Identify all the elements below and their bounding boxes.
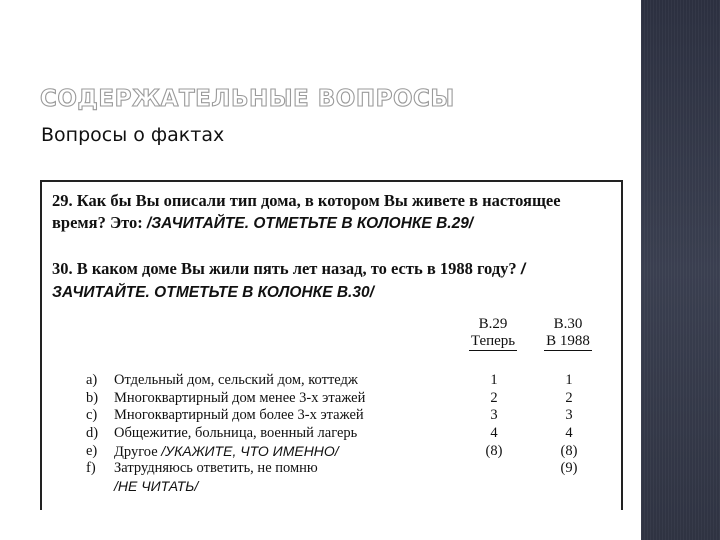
slide-subtitle: Вопросы о фактах — [41, 124, 225, 146]
code-q30: 4 — [565, 425, 573, 442]
option-text: Отдельный дом, сельский дом, коттедж — [114, 372, 358, 388]
interviewer-instruction: /НЕ ЧИТАТЬ/ — [114, 478, 199, 495]
option-row — [86, 372, 616, 390]
code-q29: (8) — [485, 442, 503, 459]
option-letter: c) — [86, 407, 98, 424]
column-header-q30 — [533, 316, 603, 351]
interviewer-instruction: /УКАЖИТЕ, ЧТО ИМЕННО/ — [161, 442, 339, 459]
column-label: В.29 — [478, 316, 508, 332]
interviewer-instruction: /ЗАЧИТАЙТЕ. ОТМЕТЬТЕ В КОЛОНКЕ В.30/ — [52, 261, 526, 301]
question-text: Как бы Вы описали тип дома, в котором Вы живете в настоящее время? Это: — [52, 191, 561, 232]
questionnaire-scan — [40, 180, 623, 510]
column-sublabel: Теперь — [470, 333, 516, 349]
option-text — [114, 443, 339, 462]
option-row — [86, 390, 616, 408]
option-label: Другое — [114, 443, 158, 460]
code-q29: 3 — [490, 407, 498, 424]
option-text: Общежитие, больница, военный лагерь — [114, 425, 358, 442]
code-q29: 2 — [490, 389, 498, 406]
code-q30: (9) — [560, 460, 578, 477]
code-q30: 2 — [565, 389, 573, 406]
option-letter: e) — [86, 442, 98, 459]
code-q30: 1 — [565, 372, 573, 388]
slide-title: СОДЕРЖАТЕЛЬНЫЕ ВОПРОСЫ — [40, 86, 455, 112]
column-sublabel: В 1988 — [546, 333, 590, 349]
option-text: Многоквартирный дом менее 3-х этажей — [114, 389, 366, 406]
code-q30: (8) — [560, 442, 578, 459]
answer-options — [86, 372, 616, 495]
question-text: В каком доме Вы жили пять лет назад, то есть в 1988 году? — [76, 259, 517, 278]
option-row — [86, 443, 616, 461]
column-header-q29 — [458, 316, 528, 351]
option-letter: f) — [86, 460, 96, 477]
question-number: 30. — [52, 259, 73, 278]
code-q29: 1 — [490, 372, 498, 388]
code-q30: 3 — [565, 407, 573, 424]
column-label: В.30 — [553, 316, 583, 332]
option-row — [86, 425, 616, 443]
option-text: Многоквартирный дом более 3-х этажей — [114, 407, 364, 424]
option-letter: d) — [86, 425, 99, 442]
question-number: 29. — [52, 191, 73, 210]
code-q29: 4 — [490, 425, 498, 442]
decorative-side-bar — [641, 0, 720, 540]
option-letter: b) — [86, 389, 99, 406]
option-label: Затрудняюсь ответить, не помню — [114, 460, 318, 477]
option-row — [86, 460, 616, 495]
interviewer-instruction: /ЗАЧИТАЙТЕ. ОТМЕТЬТЕ В КОЛОНКЕ В.29/ — [146, 214, 474, 232]
question-29 — [52, 190, 612, 234]
option-row — [86, 407, 616, 425]
option-letter: а) — [86, 372, 98, 388]
question-30 — [52, 258, 612, 303]
